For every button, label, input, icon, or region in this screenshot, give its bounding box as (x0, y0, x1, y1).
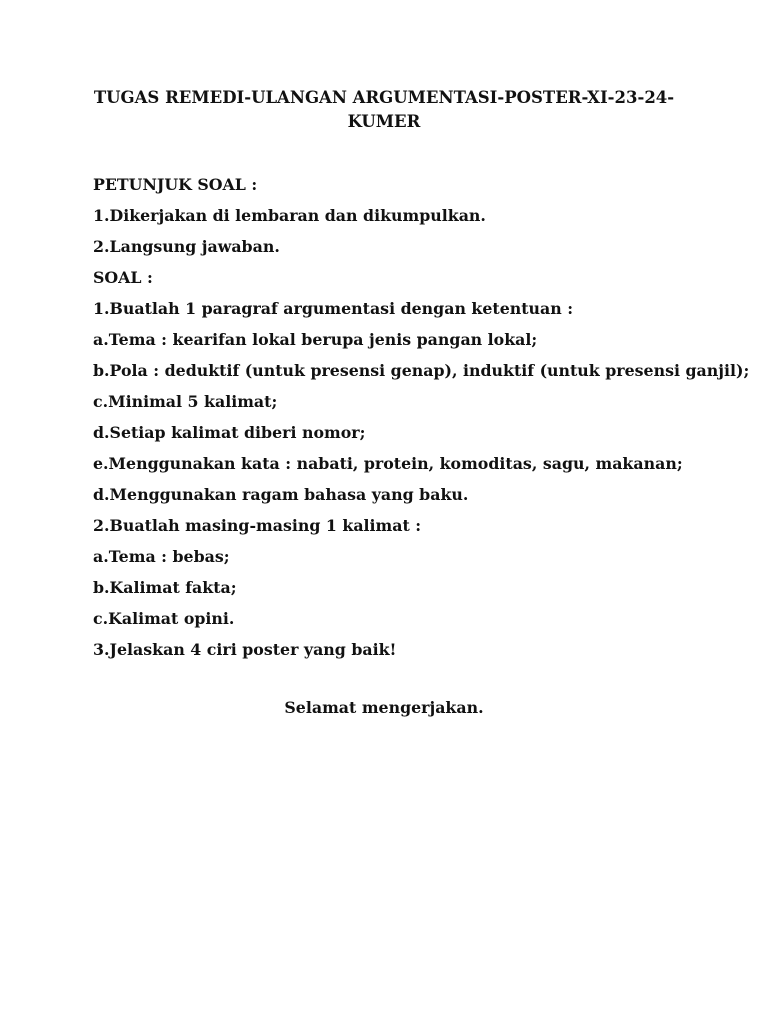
title-line-2: KUMER (347, 112, 421, 131)
questions-heading: SOAL : (93, 268, 153, 287)
closing-text: Selamat mengerjakan. (284, 698, 484, 717)
question-item: 3.Jelaskan 4 ciri poster yang baik! (93, 640, 397, 659)
question-subitem: c.Minimal 5 kalimat; (93, 392, 278, 411)
title-line-1: TUGAS REMEDI-ULANGAN ARGUMENTASI-POSTER-XI-23-24- (93, 88, 675, 107)
question-item: 1.Buatlah 1 paragraf argumentasi dengan ketentuan : (93, 299, 574, 318)
question-subitem: d.Setiap kalimat diberi nomor; (93, 423, 366, 442)
question-subitem: e.Menggunakan kata : nabati, protein, komoditas, sagu, makanan; (93, 454, 683, 473)
question-subitem: a.Tema : bebas; (93, 547, 230, 566)
question-subitem: b.Kalimat fakta; (93, 578, 237, 597)
question-subitem: a.Tema : kearifan lokal berupa jenis pangan lokal; (93, 330, 538, 349)
question-subitem: c.Kalimat opini. (93, 609, 235, 628)
instruction-item: 2.Langsung jawaban. (93, 237, 280, 256)
question-item: 2.Buatlah masing-masing 1 kalimat : (93, 516, 422, 535)
instruction-item: 1.Dikerjakan di lembaran dan dikumpulkan. (93, 206, 486, 225)
document-title (90, 86, 678, 134)
question-subitem: b.Pola : deduktif (untuk presensi genap), induktif (untuk presensi ganjil); (93, 361, 750, 380)
instructions-heading: PETUNJUK SOAL : (93, 175, 258, 194)
question-subitem: d.Menggunakan ragam bahasa yang baku. (93, 485, 469, 504)
document-body (93, 169, 750, 665)
